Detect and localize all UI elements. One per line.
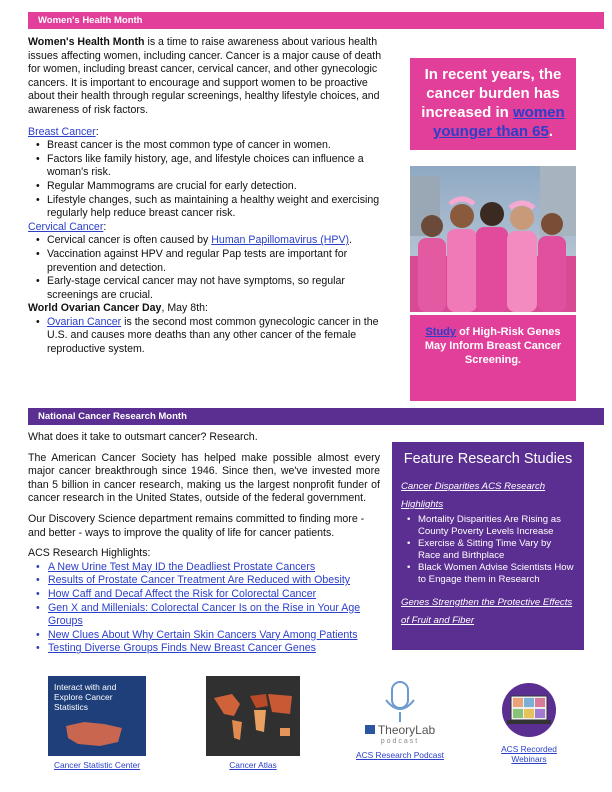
womens-health-banner [28, 12, 604, 29]
laptop-video-icon [497, 682, 561, 738]
banner-title: National Cancer Research Month [38, 411, 187, 422]
list-item [36, 574, 380, 588]
ovarian-day-title: World Ovarian Cancer Day [28, 302, 162, 315]
feature-research-box [392, 442, 584, 650]
intro-paragraph [28, 36, 390, 118]
highlight-link[interactable]: A New Urine Test May ID the Deadliest Prostate Cancers [48, 560, 316, 573]
banner-title: Women's Health Month [38, 15, 143, 26]
colon: : [95, 125, 99, 138]
highlight-link[interactable]: Testing Diverse Groups Finds New Breast Cancer Genes [48, 642, 316, 655]
list-item: • Black Women Advise Scientists How to Engage them in Research [407, 562, 575, 586]
callout-text: . [548, 123, 554, 140]
ovarian-date: , May 8th: [161, 302, 208, 315]
highlights-title: ACS Research Highlights: [28, 547, 151, 560]
acs-recorded-webinars-link[interactable]: ACS Recorded Webinars [501, 744, 557, 764]
list-item [36, 588, 380, 602]
research-paragraph: The American Cancer Society has helped make possible almost every major cancer breakthrough since 1946. Since then, we've invested more than 5 billion in cancer research, making us the largest nonprofit funder of cancer research in the United States, outside of the federal government. [28, 451, 380, 505]
atlas-image [206, 676, 300, 756]
cancer-burden-callout [410, 58, 576, 150]
discovery-paragraph: Our Discovery Science department remains committed to finding more - and better - ways to improve the quality of life for cancer patients. [28, 512, 365, 539]
us-map-icon [64, 718, 124, 748]
highlight-link[interactable]: How Caff and Decaf Affect the Risk for Colorectal Cancer [48, 587, 317, 600]
intro-bold: Women's Health Month [28, 36, 145, 48]
list-item [36, 629, 380, 643]
highlight-link[interactable]: Gen X and Millenials: Colorectal Cancer Is on the Rise in Your Age Groups [48, 601, 361, 628]
callout-text: of High-Risk Genes May Inform Breast Cancer Screening. [424, 326, 562, 366]
statistics-image [48, 676, 146, 756]
list-item [36, 602, 380, 629]
breast-cancer-link[interactable]: Breast Cancer [28, 125, 96, 138]
list-item: • Exercise & Sitting Time Vary by Race and Birthplace [407, 538, 575, 562]
list-item [36, 234, 390, 248]
highlight-link[interactable]: Results of Prostate Cancer Treatment Are Reduced with Obesity [48, 574, 351, 587]
list-item [36, 561, 380, 575]
women-group-photo [410, 166, 576, 312]
feature-title: Feature Research Studies [403, 451, 573, 467]
image-text: Interact with and Explore Cancer Statistics [54, 682, 117, 712]
cervical-cancer-block [28, 221, 390, 303]
callout-text: In recent years, the cancer burden has increased in [421, 66, 562, 121]
list-item: • Mortality Disparities Are Rising as County Poverty Levels Increase [407, 514, 575, 538]
intro-text: is a time to raise awareness about various health issues affecting women, including cancer. Cancer is a major cause of death for women, including breast cancer, cervical cancer, and other gynecologic cancers. It is important to encourage and support women to be proactive about their health through regular screenings, healthy lifestyle choices, and awareness of risk factors. [28, 36, 382, 116]
cancer-atlas-link[interactable]: Cancer Atlas [229, 760, 277, 770]
research-month-banner [28, 408, 604, 425]
research-section [28, 431, 380, 656]
acs-research-podcast-link[interactable]: ACS Research Podcast [356, 750, 444, 760]
world-map-icon [206, 676, 300, 756]
cancer-statistic-center-thumb[interactable] [38, 676, 156, 770]
webinars-thumb[interactable] [484, 682, 574, 764]
cancer-atlas-thumb[interactable] [198, 676, 308, 770]
microphone-icon [380, 680, 420, 724]
womens-health-section [28, 36, 390, 357]
list-item [36, 642, 380, 656]
podcast-sub: podcast [380, 738, 420, 745]
cervical-cancer-link[interactable]: Cervical Cancer [28, 220, 104, 233]
item-text: . [349, 234, 352, 247]
research-question: What does it take to outsmart cancer? Research. [28, 431, 258, 443]
highlight-link[interactable]: New Clues About Why Certain Skin Cancers Vary Among Patients [48, 628, 358, 641]
list-item: • Factors like family history, age, and lifestyle choices can influence a woman's risk. [36, 153, 390, 180]
list-item: • Breast cancer is the most common type of cancer in women. [36, 139, 390, 153]
women-younger-link[interactable]: women younger than 65 [432, 104, 565, 140]
cancer-statistic-center-link[interactable]: Cancer Statistic Center [53, 760, 141, 770]
list-item: • Early-stage cervical cancer may not have symptoms, so regular screenings are crucial. [36, 275, 390, 302]
study-link[interactable]: Study [425, 326, 457, 338]
photo-illustration [410, 166, 576, 312]
ovarian-cancer-link[interactable]: Ovarian Cancer [47, 315, 122, 328]
hpv-link[interactable]: Human Papillomavirus (HPV) [211, 234, 350, 247]
highlights-list [28, 561, 380, 656]
colon: : [103, 220, 107, 233]
item-text: Cervical cancer is often caused by [47, 234, 212, 247]
list-item [36, 316, 390, 357]
item-text: is the second most common gynecologic cancer in the U.S. and causes more deaths than any other cancer of the female reproductive system. [47, 315, 379, 356]
list-item: • Vaccination against HPV and regular Pap tests are important for prevention and detection. [36, 248, 390, 275]
study-callout [410, 315, 576, 401]
list-item: • Regular Mammograms are crucial for early detection. [36, 180, 390, 194]
brand-text: TheoryLab [377, 723, 436, 737]
acs-logo-icon [365, 725, 375, 734]
list-item: • Lifestyle changes, such as maintaining a healthy weight and exercising regularly help reduce breast cancer risk. [36, 194, 390, 221]
podcast-brand [350, 724, 450, 737]
breast-cancer-block [28, 126, 390, 221]
disparities-link[interactable]: Cancer Disparities ACS Research Highlights [401, 481, 546, 510]
podcast-thumb[interactable] [350, 680, 450, 760]
ovarian-block [28, 302, 390, 356]
genes-fruit-link[interactable]: Genes Strengthen the Protective Effects of Fruit and Fiber [401, 597, 573, 626]
